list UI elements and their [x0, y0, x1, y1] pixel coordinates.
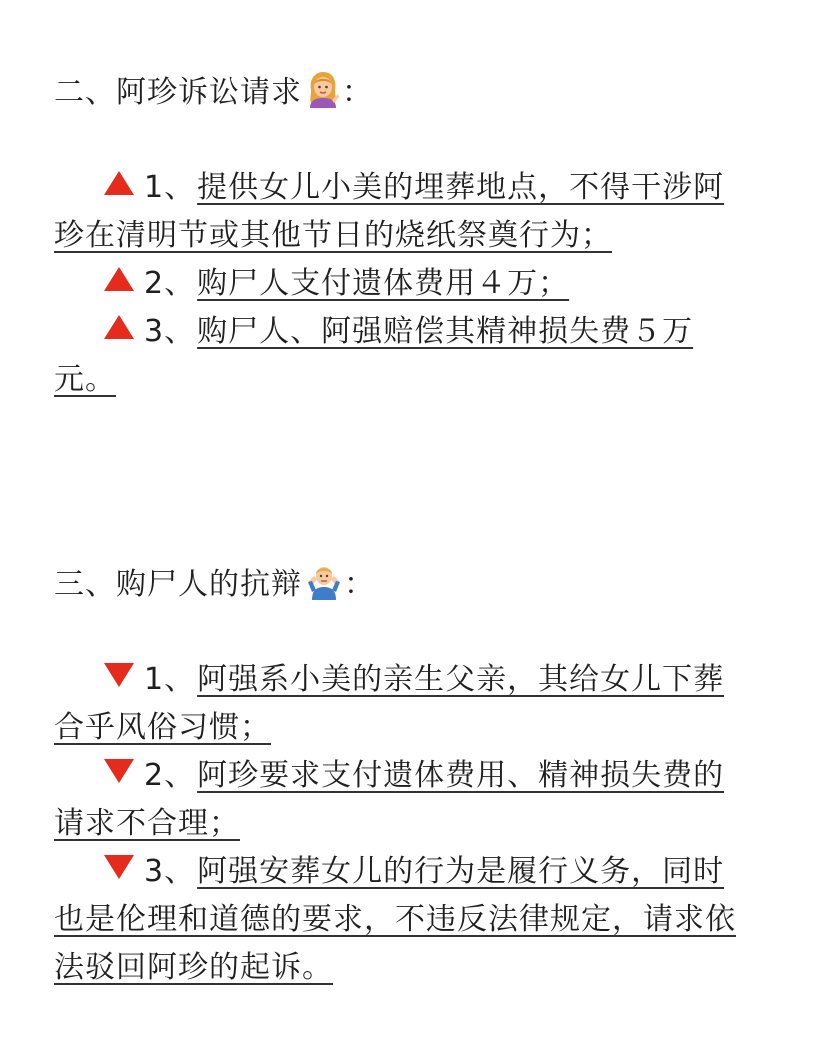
section-3-title-suffix: ： — [344, 567, 375, 602]
section-3-title: 三、购尸人的抗辩 — [54, 567, 302, 602]
red-triangle-down-icon — [104, 663, 134, 687]
item-number: 1、 — [144, 170, 196, 205]
item-number: 2、 — [144, 266, 196, 301]
item-text: 提供女儿小美的埋葬地点，不得干涉阿珍在清明节或其他节日的烧纸祭奠行为； — [54, 170, 725, 253]
section-2-heading — [54, 70, 373, 119]
section-2-title-suffix: ： — [342, 75, 373, 110]
section-2-list — [54, 164, 754, 404]
list-item — [54, 260, 754, 308]
section-3-heading — [54, 562, 375, 611]
list-item — [54, 308, 754, 404]
list-item — [54, 848, 754, 992]
section-2-title: 二、阿珍诉讼请求 — [54, 75, 302, 110]
item-text: 阿强安葬女儿的行为是履行义务，同时也是伦理和道德的要求，不违反法律规定，请求依法驳回阿珍的起诉。 — [54, 854, 736, 985]
item-number: 2、 — [144, 758, 196, 793]
list-item — [54, 752, 754, 848]
item-text: 阿珍要求支付遗体费用、精神损失费的请求不合理； — [54, 758, 725, 841]
red-triangle-up-icon — [104, 171, 134, 195]
red-triangle-down-icon — [104, 759, 134, 783]
list-item — [54, 164, 754, 260]
item-number: 3、 — [144, 854, 196, 889]
red-triangle-down-icon — [104, 855, 134, 879]
item-text: 购尸人支付遗体费用４万； — [197, 266, 570, 301]
item-number: 3、 — [144, 314, 196, 349]
woman-tipping-hand-icon — [306, 70, 340, 119]
item-text: 阿强系小美的亲生父亲，其给女儿下葬合乎风俗习惯； — [54, 662, 725, 745]
item-number: 1、 — [144, 662, 196, 697]
red-triangle-up-icon — [104, 267, 134, 291]
section-3-list — [54, 656, 754, 992]
man-shrugging-icon — [306, 562, 342, 611]
list-item — [54, 656, 754, 752]
red-triangle-up-icon — [104, 315, 134, 339]
item-text: 购尸人、阿强赔偿其精神损失费５万元。 — [54, 314, 694, 397]
